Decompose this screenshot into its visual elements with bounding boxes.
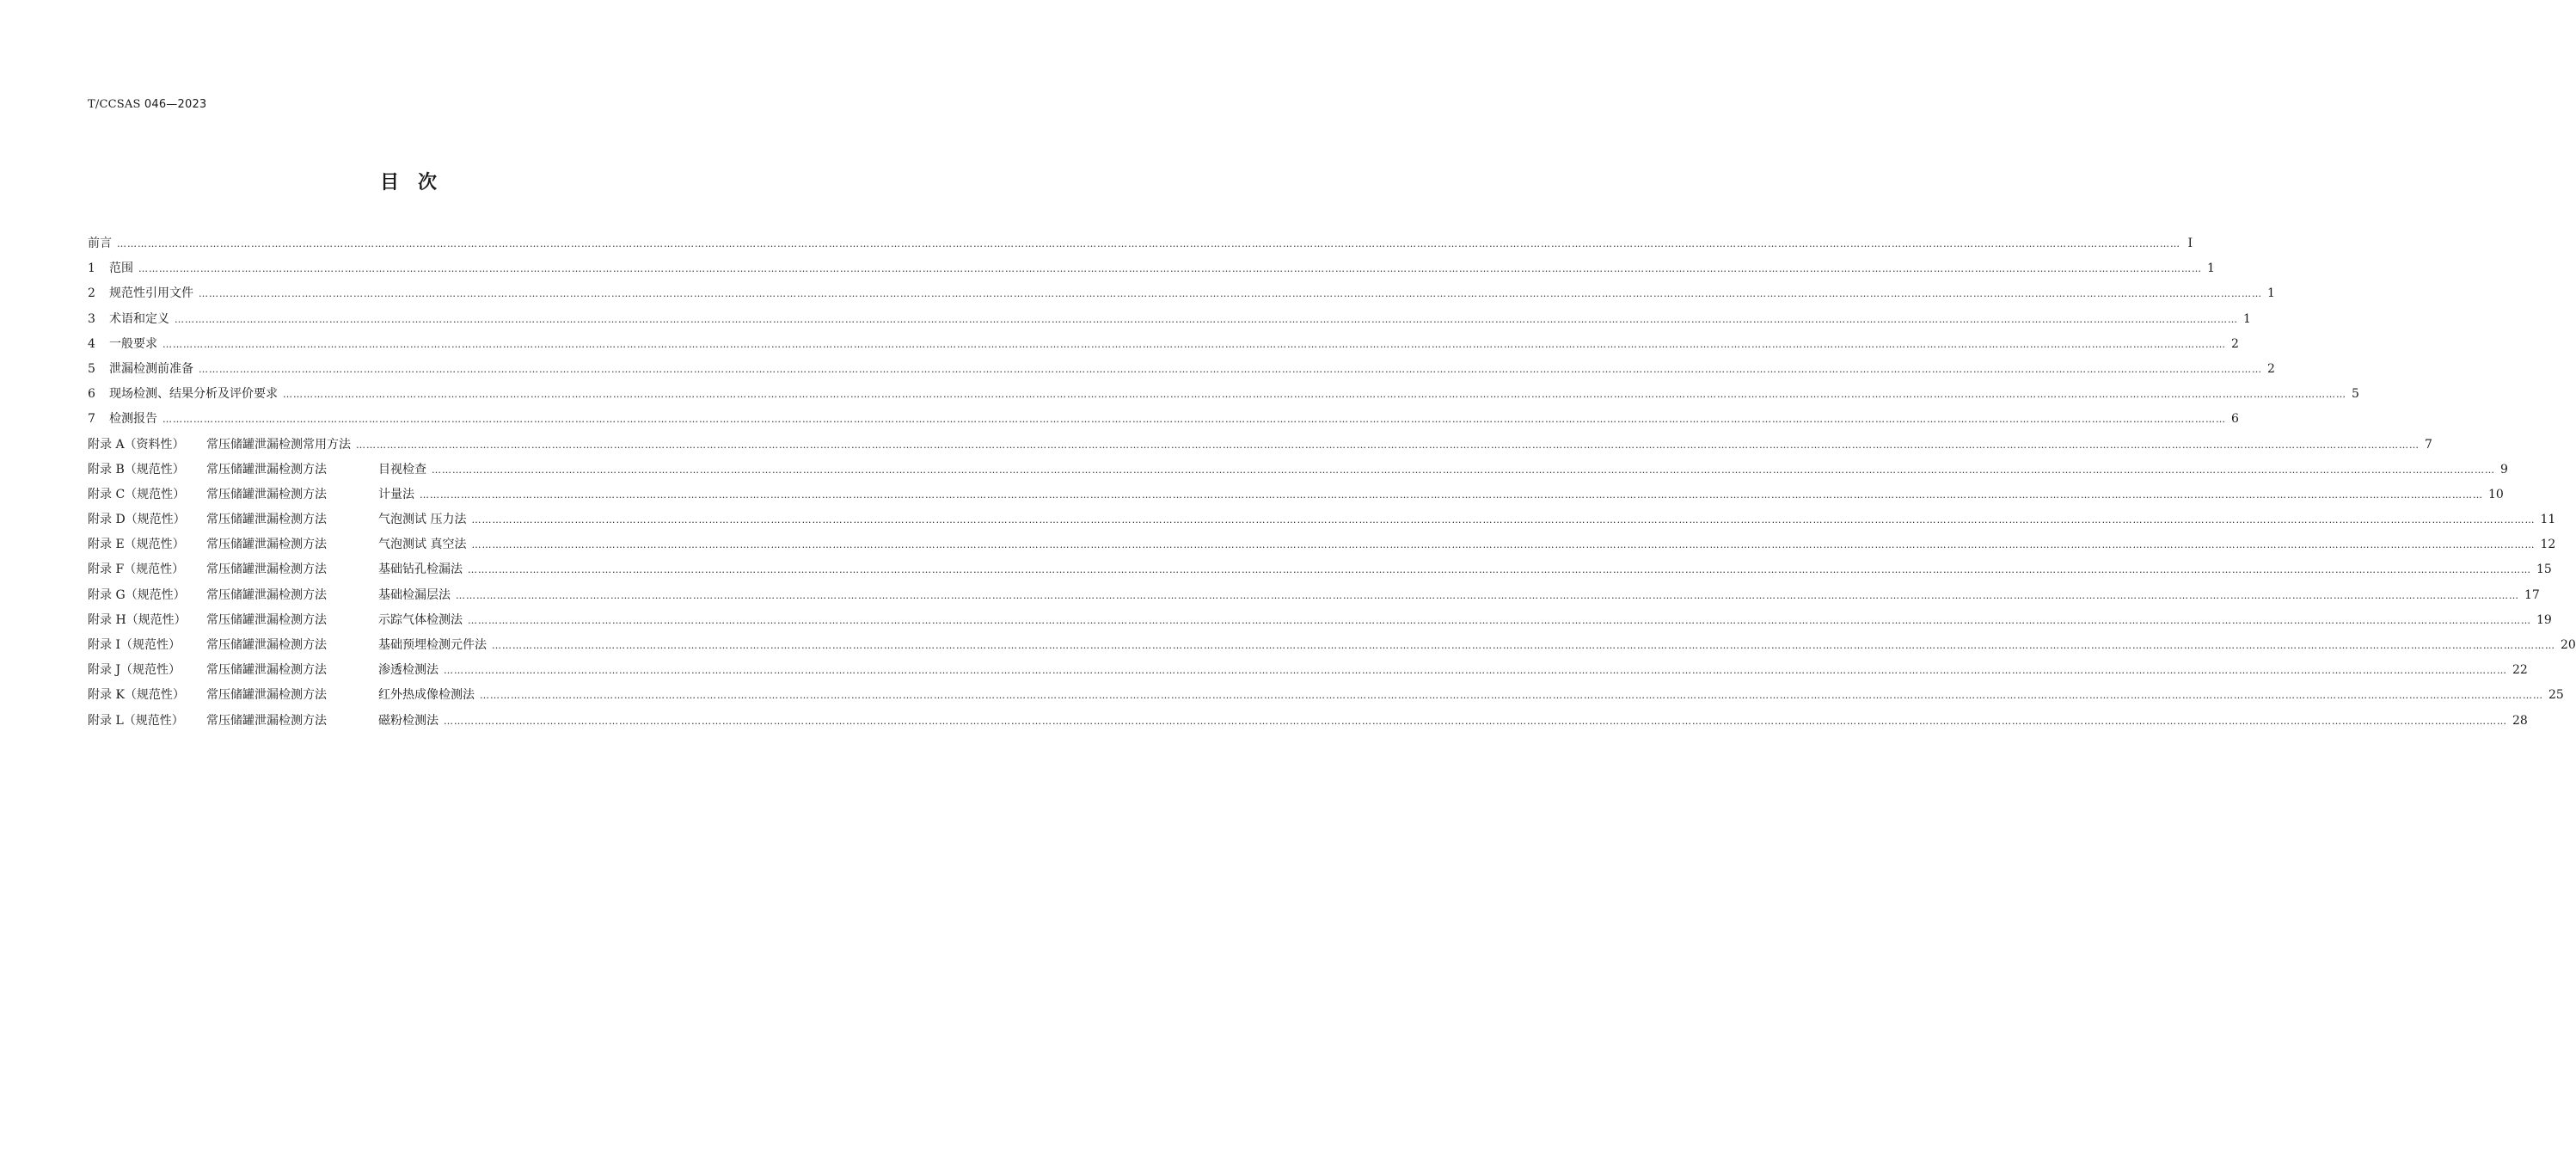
toc-entry-chapter[interactable] — [88, 259, 2215, 284]
toc-entry-chapter[interactable] — [88, 360, 2275, 384]
appendix-name: 气泡测试 压力法 — [378, 513, 467, 527]
toc-entry-appendix[interactable] — [88, 636, 2576, 661]
toc-page-number: 1 — [2243, 311, 2251, 326]
toc-leader-dots: …………………………………………………………………………………………………………………………………………………………………………………………………………………………………………………………………………………………………………………………………………………………………………………………………………………………………………………………………………………………………………………………………………………… — [420, 489, 2483, 501]
appendix-method: 常压储罐泄漏检测方法 — [206, 538, 327, 552]
appendix-name: 示踪气体检测法 — [378, 612, 463, 627]
toc-chapter-number: 6 — [88, 387, 95, 402]
toc-page-number: 7 — [2425, 437, 2432, 452]
toc-leader-dots: …………………………………………………………………………………………………………………………………………………………………………………………………………………………………………………………………………………………………………………………………………………………………………………………………………………………………………………………………………………………………………………………………………………… — [432, 464, 2495, 476]
toc-leader-dots: …………………………………………………………………………………………………………………………………………………………………………………………………………………………………………………………………………………………………………………………………………………………………………………………………………………………………………………………………………………………………………………………………………………… — [456, 589, 2519, 601]
toc-page-number: 12 — [2540, 538, 2556, 552]
toc-chapter-number: 4 — [88, 336, 95, 351]
toc-page-number: 17 — [2524, 587, 2540, 602]
appendix-name: 气泡测试 真空法 — [378, 538, 467, 552]
appendix-head: 附录 F（规范性） — [88, 563, 185, 577]
toc-entry-appendix[interactable] — [88, 611, 2552, 636]
appendix-title: 常压储罐泄漏检测常用方法 — [206, 437, 351, 452]
toc-entry-chapter[interactable] — [88, 335, 2239, 360]
appendix-name: 基础预埋检测元件法 — [378, 638, 487, 652]
toc-chapter-number: 7 — [88, 412, 95, 427]
toc-leader-dots: …………………………………………………………………………………………………………………………………………………………………………………………………………………………………………………………………………………………………………………………………………………………………………………………………………………………………………………………………………………………………………………………………………………… — [356, 439, 2420, 451]
appendix-head: 附录 J（规范性） — [88, 663, 181, 678]
toc-entry-appendix[interactable] — [88, 711, 2528, 736]
appendix-method: 常压储罐泄漏检测方法 — [206, 487, 327, 501]
toc-page-number: 11 — [2540, 513, 2556, 527]
appendix-method: 常压储罐泄漏检测方法 — [206, 513, 327, 527]
toc-page-number: 1 — [2207, 261, 2215, 276]
toc-leader-dots: …………………………………………………………………………………………………………………………………………………………………………………………………………………………………………………………………………………………………………………………………………………………………………………………………………………………………………………………………………………………………………………………………………………… — [468, 614, 2531, 626]
appendix-name: 渗透检测法 — [378, 663, 439, 678]
toc-leader-dots: …………………………………………………………………………………………………………………………………………………………………………………………………………………………………………………………………………………………………………………………………………………………………………………………………………………………………………………………………………………………………………………………………………………… — [199, 288, 2262, 300]
appendix-method: 常压储罐泄漏检测方法 — [206, 462, 327, 477]
toc-leader-dots: …………………………………………………………………………………………………………………………………………………………………………………………………………………………………………………………………………………………………………………………………………………………………………………………………………………………………………………………………………………………………………………………………………………… — [480, 690, 2543, 702]
appendix-name: 磁粉检测法 — [378, 713, 439, 728]
appendix-method: 常压储罐泄漏检测方法 — [206, 663, 327, 678]
appendix-head: 附录 D（规范性） — [88, 513, 186, 527]
toc-page-number: 9 — [2500, 462, 2508, 477]
toc-page-number: 5 — [2352, 387, 2359, 402]
toc-entry-appendix[interactable] — [88, 586, 2540, 611]
standard-code-prefix: T/CCSAS — [88, 98, 141, 111]
appendix-method: 常压储罐泄漏检测方法 — [206, 713, 327, 728]
toc-leader-dots: …………………………………………………………………………………………………………………………………………………………………………………………………………………………………………………………………………………………………………………………………………………………………………………………………………………………………………………………………………………………………………………………………………………… — [117, 238, 2180, 249]
appendix-head: 附录 A（资料性） — [88, 437, 185, 452]
appendix-head: 附录 C（规范性） — [88, 487, 186, 501]
toc-chapter-number: 2 — [88, 286, 95, 301]
page-title: 目 次 — [379, 172, 437, 194]
toc-entry-chapter[interactable] — [88, 310, 2251, 335]
toc-page-number: 2 — [2267, 361, 2275, 376]
appendix-method: 常压储罐泄漏检测方法 — [206, 638, 327, 652]
toc-chapter-number: 3 — [88, 311, 95, 326]
toc-page-number: 28 — [2512, 713, 2528, 728]
appendix-method: 常压储罐泄漏检测方法 — [206, 563, 327, 577]
toc-page-number: 2 — [2231, 336, 2239, 351]
toc-page-number: 1 — [2267, 286, 2275, 301]
toc-page-number: 15 — [2536, 563, 2552, 577]
standard-code — [88, 98, 206, 111]
toc-label: 范围 — [109, 261, 133, 276]
appendix-name: 计量法 — [378, 487, 414, 501]
toc-leader-dots: …………………………………………………………………………………………………………………………………………………………………………………………………………………………………………………………………………………………………………………………………………………………………………………………………………………………………………………………………………………………………………………………………………………… — [138, 263, 2202, 275]
toc-entry-appendix[interactable] — [88, 686, 2564, 710]
toc-leader-dots: …………………………………………………………………………………………………………………………………………………………………………………………………………………………………………………………………………………………………………………………………………………………………………………………………………………………………………………………………………………………………………………………………………………… — [163, 414, 2226, 426]
toc-page-number: 6 — [2231, 412, 2239, 427]
toc-entry-chapter[interactable] — [88, 384, 2359, 409]
appendix-name: 基础检漏层法 — [378, 587, 451, 602]
toc-label: 前言 — [88, 237, 112, 250]
appendix-head: 附录 L（规范性） — [88, 713, 184, 728]
standard-code-number: 046—2023 — [144, 98, 207, 111]
toc-page-number: 25 — [2548, 688, 2564, 703]
toc-entry-appendix[interactable] — [88, 485, 2504, 510]
toc-label: 术语和定义 — [109, 311, 169, 326]
toc-leader-dots: …………………………………………………………………………………………………………………………………………………………………………………………………………………………………………………………………………………………………………………………………………………………………………………………………………………………………………………………………………………………………………………………………………………… — [444, 715, 2507, 727]
appendix-head: 附录 I（规范性） — [88, 638, 181, 652]
toc-page-number: 10 — [2488, 487, 2504, 501]
toc-entry-preface[interactable] — [88, 234, 2193, 259]
appendix-method: 常压储罐泄漏检测方法 — [206, 587, 327, 602]
toc-entry-appendix-a[interactable] — [88, 435, 2432, 460]
toc-leader-dots: …………………………………………………………………………………………………………………………………………………………………………………………………………………………………………………………………………………………………………………………………………………………………………………………………………………………………………………………………………………………………………………………………………………… — [468, 564, 2531, 576]
toc-leader-dots: …………………………………………………………………………………………………………………………………………………………………………………………………………………………………………………………………………………………………………………………………………………………………………………………………………………………………………………………………………………………………………………………………………………… — [163, 338, 2226, 350]
toc-label: 一般要求 — [109, 336, 157, 351]
toc-chapter-number: 1 — [88, 261, 95, 276]
appendix-head: 附录 G（规范性） — [88, 587, 186, 602]
toc-label: 现场检测、结果分析及评价要求 — [109, 387, 278, 402]
toc-page-number: I — [2187, 237, 2193, 250]
toc-leader-dots: …………………………………………………………………………………………………………………………………………………………………………………………………………………………………………………………………………………………………………………………………………………………………………………………………………………………………………………………………………………………………………………………………………………… — [199, 363, 2262, 375]
toc-leader-dots: …………………………………………………………………………………………………………………………………………………………………………………………………………………………………………………………………………………………………………………………………………………………………………………………………………………………………………………………………………………………………………………………………………………… — [175, 313, 2238, 325]
toc-page-number: 20 — [2561, 638, 2576, 652]
appendix-head: 附录 K（规范性） — [88, 688, 185, 703]
toc-entry-appendix[interactable] — [88, 661, 2528, 686]
toc-label: 泄漏检测前准备 — [109, 361, 193, 376]
toc-chapter-number: 5 — [88, 361, 95, 376]
toc-entry-appendix[interactable] — [88, 560, 2552, 585]
appendix-name: 目视检查 — [378, 462, 426, 477]
appendix-method: 常压储罐泄漏检测方法 — [206, 688, 327, 703]
toc-entry-chapter[interactable] — [88, 284, 2275, 309]
toc-leader-dots: …………………………………………………………………………………………………………………………………………………………………………………………………………………………………………………………………………………………………………………………………………………………………………………………………………………………………………………………………………………………………………………………………………………… — [492, 640, 2555, 651]
toc-entry-chapter[interactable] — [88, 409, 2239, 434]
appendix-method: 常压储罐泄漏检测方法 — [206, 612, 327, 627]
toc-entry-appendix[interactable] — [88, 510, 2556, 535]
toc-label: 规范性引用文件 — [109, 286, 193, 301]
toc-leader-dots: …………………………………………………………………………………………………………………………………………………………………………………………………………………………………………………………………………………………………………………………………………………………………………………………………………………………………………………………………………………………………………………………………………………… — [471, 514, 2536, 526]
table-of-contents — [88, 234, 2576, 736]
toc-page-number: 22 — [2512, 663, 2528, 678]
toc-leader-dots: …………………………………………………………………………………………………………………………………………………………………………………………………………………………………………………………………………………………………………………………………………………………………………………………………………………………………………………………………………………………………………………………………………………… — [444, 665, 2507, 677]
appendix-name: 红外热成像检测法 — [378, 688, 475, 703]
toc-entry-appendix[interactable] — [88, 535, 2556, 560]
appendix-name: 基础钻孔检漏法 — [378, 563, 463, 577]
appendix-head: 附录 B（规范性） — [88, 462, 185, 477]
toc-page-number: 19 — [2536, 612, 2552, 627]
toc-label: 检测报告 — [109, 412, 157, 427]
appendix-head: 附录 E（规范性） — [88, 538, 185, 552]
appendix-head: 附录 H（规范性） — [88, 612, 187, 627]
toc-leader-dots: …………………………………………………………………………………………………………………………………………………………………………………………………………………………………………………………………………………………………………………………………………………………………………………………………………………………………………………………………………………………………………………………………………………… — [283, 389, 2346, 401]
toc-entry-appendix[interactable] — [88, 460, 2508, 485]
toc-leader-dots: …………………………………………………………………………………………………………………………………………………………………………………………………………………………………………………………………………………………………………………………………………………………………………………………………………………………………………………………………………………………………………………………………………………… — [471, 539, 2536, 551]
